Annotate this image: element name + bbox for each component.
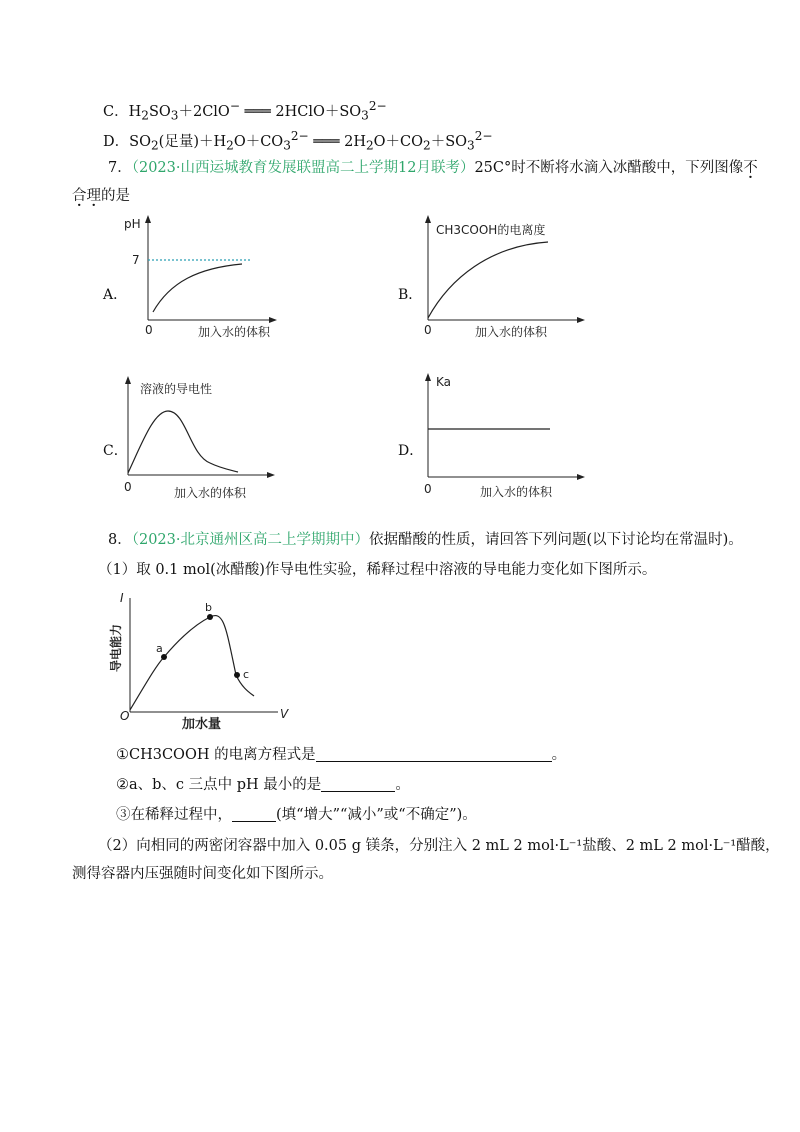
- curve: [128, 411, 238, 473]
- question-number: 8．: [108, 532, 132, 548]
- graph-option-c: [120, 373, 280, 503]
- x-axis-arrow: [269, 317, 277, 323]
- question-7-line-1: 7．（2023·山西运城教育发展联盟高二上学期12月联考）25C°时不断将水滴入冰醋酸中，下列图像不: [108, 160, 758, 176]
- question-8-line-1: 8．（2023·北京通州区高二上学期期中）依据醋酸的性质，请回答下列问题(以下讨论均在常温时)。: [108, 532, 743, 548]
- y-axis-arrow: [425, 215, 431, 223]
- question-source: （2023·北京通州区高二上学期期中）: [131, 532, 369, 548]
- point-c-label: c: [243, 668, 250, 681]
- x-axis-arrow: [267, 472, 275, 478]
- x-axis-title: 加水量: [182, 717, 222, 732]
- curve: [153, 264, 242, 312]
- sub-question-3: ③在稀释过程中， (填“增大”“减小”或“不确定”)。: [116, 807, 477, 823]
- emphasis-char: 合: [72, 188, 87, 204]
- option-b-label: B．: [398, 287, 423, 303]
- emphasis-char: 不: [743, 160, 758, 176]
- x-axis-label: 加入水的体积: [480, 485, 553, 499]
- answer-blank-3[interactable]: [232, 806, 276, 822]
- option-d: D．$SO_2$(足量)$+H_2O+CO_3^{2-}$ ═══ $2H_2O+CO_2+SO_3^{2-}$: [103, 129, 493, 153]
- graph-option-d: [420, 370, 590, 502]
- point-a-label: a: [156, 642, 163, 655]
- y-axis-label: CH3COOH的电离度: [436, 223, 546, 237]
- option-c: C．$H_2SO_3+2ClO^-$ ═══ $2HClO+SO_3^{2-}$: [103, 99, 387, 123]
- question-8-part-1: （1）取 0.1 mol(冰醋酸)作导电性实验，稀释过程中溶液的导电能力变化如下图所示。: [98, 562, 657, 578]
- y-axis-letter: I: [120, 591, 124, 605]
- sub-question-2: ②a、b、c 三点中 pH 最小的是 。: [116, 777, 410, 793]
- option-c-label: C．: [103, 443, 128, 459]
- question-8-part-2-line-2: 测得容器内压强随时间变化如下图所示。: [72, 866, 333, 882]
- point-c: [234, 672, 240, 678]
- origin-label: 0: [424, 323, 432, 337]
- y-axis-arrow: [425, 373, 431, 381]
- sub-question-1: ①CH3COOH 的电离方程式是 。: [116, 747, 567, 763]
- point-b: [207, 614, 213, 620]
- graph-option-b: [420, 212, 590, 342]
- conductivity-graph: [100, 588, 290, 732]
- conductivity-curve: [130, 616, 254, 710]
- origin-label: 0: [424, 482, 432, 496]
- curve: [428, 242, 548, 318]
- x-axis-label: 加入水的体积: [475, 325, 548, 339]
- question-7-line-2: 合理的是: [72, 188, 130, 204]
- option-a-label: A．: [103, 287, 128, 303]
- x-axis-label: 加入水的体积: [198, 325, 271, 339]
- point-b-label: b: [205, 601, 212, 614]
- answer-blank-1[interactable]: [316, 746, 552, 762]
- y-axis-arrow: [145, 215, 151, 223]
- y-axis-label: 溶液的导电性: [140, 382, 213, 396]
- x-axis-letter: V: [280, 707, 289, 721]
- option-d-label: D．: [398, 443, 424, 459]
- x-axis-arrow: [577, 474, 585, 480]
- question-number: 7．: [108, 160, 132, 176]
- answer-blank-2[interactable]: [321, 776, 395, 792]
- y-axis-arrow: [125, 376, 131, 384]
- question-source: （2023·山西运城教育发展联盟高二上学期12月联考）: [131, 160, 475, 176]
- graph-option-a: [120, 212, 280, 342]
- origin-label: O: [120, 709, 130, 723]
- x-axis-label: 加入水的体积: [174, 486, 247, 500]
- origin-label: 0: [145, 323, 153, 337]
- question-8-part-2-line-1: （2）向相同的两密闭容器中加入 0.05 g 镁条，分别注入 2 mL 2 mol·L⁻¹盐酸、2 mL 2 mol·L⁻¹醋酸，: [98, 838, 780, 854]
- y-tick-label: 7: [132, 253, 140, 267]
- origin-label: 0: [124, 480, 132, 494]
- x-axis-arrow: [577, 317, 585, 323]
- emphasis-char: 理: [86, 188, 101, 204]
- y-axis-title: 导电能力: [109, 623, 123, 672]
- y-axis-label: Ka: [436, 375, 452, 389]
- y-axis-label: pH: [124, 217, 141, 231]
